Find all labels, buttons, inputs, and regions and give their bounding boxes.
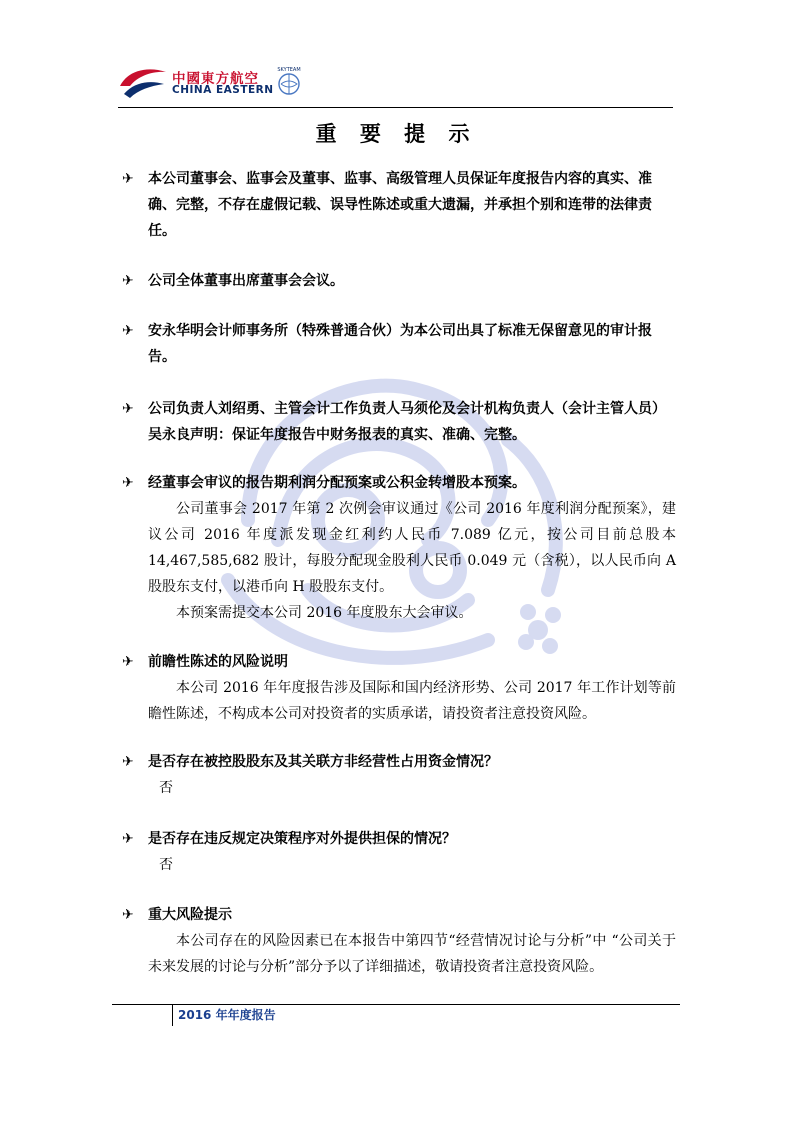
footer-report-label: 2016 年年度报告 — [178, 1008, 276, 1022]
notice-heading: 经董事会审议的报告期利润分配预案或公积金转增股本预案。 — [148, 475, 526, 491]
notice-item-2 — [122, 268, 677, 294]
notice-heading: 公司负责人刘绍勇、主管会计工作负责人马须伦及会计机构负责人（会计主管人员）吴永良声明：保证年度报告中财务报表的真实、准确、完整。 — [148, 401, 666, 443]
notice-heading: 本公司董事会、监事会及董事、监事、高级管理人员保证年度报告内容的真实、准确、完整，不存在虚假记载、误导性陈述或重大遗漏，并承担个别和连带的法律责任。 — [148, 171, 652, 239]
bullet-arrow-icon: ✈ — [122, 831, 134, 847]
bullet-arrow-icon: ✈ — [122, 754, 134, 770]
logo-english-name: CHINA EASTERN — [172, 84, 274, 96]
bullet-arrow-icon: ✈ — [122, 401, 134, 417]
bullet-arrow-icon: ✈ — [122, 273, 134, 289]
notice-item-7 — [122, 749, 677, 801]
bullet-arrow-icon: ✈ — [122, 907, 134, 923]
notice-heading: 重大风险提示 — [148, 907, 232, 923]
notice-paragraph: 本公司存在的风险因素已在本报告中第四节“经营情况讨论与分析”中 “公司关于未来发展的讨论与分析”部分予以了详细描述，敬请投资者注意投资风险。 — [148, 933, 676, 975]
notice-answer: 否 — [159, 780, 173, 796]
bullet-arrow-icon: ✈ — [122, 475, 134, 491]
notice-answer: 否 — [159, 857, 173, 873]
notice-heading: 公司全体董事出席董事会会议。 — [148, 273, 344, 289]
notice-item-8 — [122, 826, 677, 878]
footer-rule — [112, 1004, 680, 1005]
notice-paragraph: 公司董事会 2017 年第 2 次例会审议通过《公司 2016 年度利润分配预案》，建议公司 2016 年度派发现金红利约人民币 7.089 亿元，按公司目前总股本 14,467,585,682 股计，每股分配现金股利人民币 0.049 元（含税），以人民币向 A 股股东支付，以港币向 H 股股东支付。 — [148, 501, 676, 595]
bullet-arrow-icon: ✈ — [122, 323, 134, 339]
company-logo — [118, 58, 308, 106]
bullet-arrow-icon: ✈ — [122, 171, 134, 187]
notice-item-3 — [122, 318, 677, 370]
notice-heading: 是否存在被控股股东及其关联方非经营性占用资金情况？ — [148, 754, 498, 770]
skyteam-globe-icon — [269, 62, 309, 102]
page-title: 重 要 提 示 — [315, 122, 478, 146]
skyteam-text: SKYTEAM — [277, 67, 301, 73]
notice-item-9 — [122, 902, 677, 980]
notice-heading: 是否存在违反规定决策程序对外提供担保的情况？ — [148, 831, 456, 847]
notice-heading: 安永华明会计师事务所（特殊普通合伙）为本公司出具了标准无保留意见的审计报告。 — [148, 323, 652, 365]
notice-item-1 — [122, 166, 677, 244]
notice-item-6 — [122, 649, 677, 727]
logo-chinese-name: 中國東方航空 — [172, 71, 259, 87]
notice-item-5 — [122, 470, 677, 626]
bullet-arrow-icon: ✈ — [122, 654, 134, 670]
footer-divider — [172, 1004, 173, 1026]
swallow-logo-icon — [118, 62, 168, 102]
notice-item-4 — [122, 396, 677, 448]
notice-heading: 前瞻性陈述的风险说明 — [148, 654, 288, 670]
notice-paragraph: 本预案需提交本公司 2016 年度股东大会审议。 — [176, 605, 473, 621]
header-rule — [118, 107, 673, 108]
notice-paragraph: 本公司 2016 年年度报告涉及国际和国内经济形势、公司 2017 年工作计划等前瞻性陈述，不构成本公司对投资者的实质承诺，请投资者注意投资风险。 — [148, 680, 676, 722]
